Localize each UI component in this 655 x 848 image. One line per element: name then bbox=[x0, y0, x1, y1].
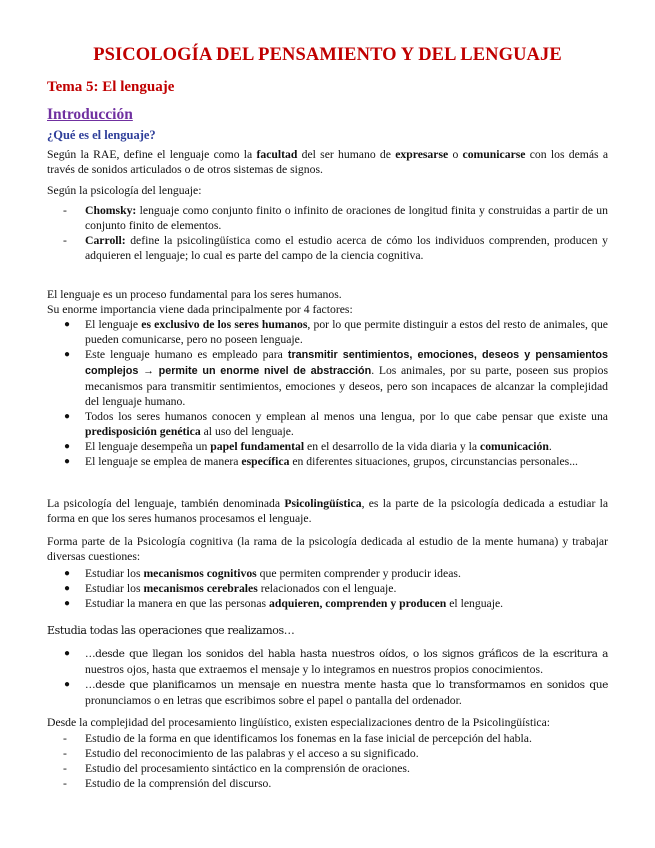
text-run: Estudiar la manera en que las personas bbox=[85, 597, 270, 610]
psychology-intro: Según la psicología del lenguaje: bbox=[47, 184, 202, 197]
text-run: nuestros ojos, hasta que extraemos el mensaje y lo integramos en nuestros propios conocimientos. bbox=[85, 663, 543, 676]
list-item bbox=[47, 203, 608, 233]
cuestiones-list bbox=[47, 566, 608, 611]
text-run: …desde que planificamos un mensaje en nuestra mente hasta que lo transformamos en sonidos que bbox=[85, 679, 608, 691]
bold-term: comunicarse bbox=[462, 148, 526, 161]
subsection-heading: ¿Qué es el lenguaje? bbox=[47, 128, 156, 142]
rae-definition-paragraph bbox=[47, 147, 608, 177]
text-run: con los demás a través de sonidos articulados o de otros sistemas de signos. bbox=[47, 148, 609, 176]
dash-marker: - bbox=[63, 732, 67, 745]
bold-term: específica bbox=[241, 455, 290, 468]
definition-text: define la psicolingüística como el estudio acerca de cómo los individuos comprenden, producen y adquieren el lenguaje; lo cual es parte del campo de la ciencia cognitiva. bbox=[85, 234, 608, 262]
factors-list bbox=[47, 317, 608, 469]
section-heading: Introducción bbox=[47, 106, 133, 123]
list-item bbox=[47, 596, 608, 611]
especializaciones-list bbox=[47, 731, 608, 791]
text-run: relacionados con el lenguaje. bbox=[257, 582, 397, 595]
text-run: El lenguaje desempeña un bbox=[85, 440, 211, 453]
bullet-icon: ● bbox=[64, 679, 71, 690]
dash-marker: - bbox=[63, 777, 67, 790]
document-title: PSICOLOGÍA DEL PENSAMIENTO Y DEL LENGUAJE bbox=[93, 45, 562, 65]
list-item bbox=[47, 746, 608, 761]
list-item bbox=[47, 731, 608, 746]
text-run: , por lo que permite distinguir a estos del resto de animales, que pueden comunicarse, pero no poseen lenguaje. bbox=[85, 318, 608, 346]
process-paragraph bbox=[47, 287, 608, 317]
text-run: La psicología del lenguaje, también denominada bbox=[47, 497, 285, 510]
dash-marker: - bbox=[63, 762, 67, 775]
list-item bbox=[47, 439, 608, 454]
bold-term: papel fundamental bbox=[210, 440, 305, 453]
text-run: . bbox=[548, 440, 552, 453]
list-item bbox=[47, 581, 608, 596]
text-run: . Los animales, por su parte, poseen sus propios mecanismos para transmitir sentimientos, emociones y deseos, pero son incapaces de alcanzar la complejidad del lenguaje humano. bbox=[85, 364, 609, 408]
list-item bbox=[47, 233, 608, 263]
list-item bbox=[47, 646, 608, 677]
bullet-icon: ● bbox=[64, 411, 71, 422]
operaciones-intro: Estudia todas las operaciones que realizamos… bbox=[47, 624, 295, 637]
text-run: del ser humano de bbox=[297, 148, 396, 161]
topic-heading: Tema 5: El lenguaje bbox=[47, 79, 175, 95]
operaciones-list bbox=[47, 646, 608, 708]
text-run: Todos los seres humanos conocen y emplean al menos una lengua, por lo que cabe pensar que existe una bbox=[85, 410, 608, 423]
list-item bbox=[47, 317, 608, 347]
text-run: El lenguaje se emplea de manera bbox=[85, 455, 242, 468]
bullet-icon: ● bbox=[64, 441, 71, 452]
process-line: El lenguaje es un proceso fundamental para los seres humanos. bbox=[47, 288, 342, 301]
highlighted-term: transmitir sentimientos, emociones, deseos y pensamientos complejos → permite un enorme nivel de abstracción bbox=[85, 349, 608, 377]
author-name: Chomsky: bbox=[85, 204, 137, 217]
list-item bbox=[47, 454, 608, 469]
complejidad-paragraph: Desde la complejidad del procesamiento lingüístico, existen especializaciones dentro de la Psicolingüística: bbox=[47, 716, 551, 729]
bullet-icon: ● bbox=[64, 319, 71, 330]
process-line: Su enorme importancia viene dada principalmente por 4 factores: bbox=[47, 303, 353, 316]
text-run: el lenguaje. bbox=[446, 597, 504, 610]
text-run: …desde que llegan los sonidos del habla hasta nuestros oídos, o los signos gráficos de la escritura a bbox=[85, 648, 608, 660]
list-item bbox=[47, 776, 608, 791]
bold-term: facultad bbox=[256, 148, 298, 161]
bold-term: Psicolingüística bbox=[284, 497, 362, 510]
author-name: Carroll: bbox=[85, 234, 126, 247]
list-item bbox=[47, 347, 608, 409]
bullet-icon: ● bbox=[64, 598, 71, 609]
text-run: en diferentes situaciones, grupos, circunstancias personales... bbox=[289, 455, 578, 468]
list-item bbox=[47, 761, 608, 776]
text-run: Según la RAE, define el lenguaje como la bbox=[47, 148, 257, 161]
text-run: Estudiar los bbox=[85, 567, 144, 580]
bullet-icon: ● bbox=[64, 648, 71, 659]
text-run: pronunciamos o en letras que escribimos sobre el papel o pantalla del ordenador. bbox=[85, 694, 462, 707]
bold-term: predisposición genética bbox=[85, 425, 201, 438]
bold-term: es exclusivo de los seres humanos bbox=[141, 318, 308, 331]
bullet-icon: ● bbox=[64, 349, 71, 360]
text-run: que permiten comprender y producir ideas. bbox=[256, 567, 461, 580]
cognitiva-paragraph: Forma parte de la Psicología cognitiva (la rama de la psicología dedicada al estudio de la mente humana) y trabajar diversas cuestiones: bbox=[47, 535, 608, 563]
text-run: Estudio del reconocimiento de las palabras y el acceso a su significado. bbox=[85, 747, 419, 760]
text-run: al uso del lenguaje. bbox=[200, 425, 294, 438]
dash-marker: - bbox=[63, 747, 67, 760]
dash-marker: - bbox=[63, 234, 67, 247]
list-item bbox=[47, 566, 608, 581]
definition-text: lenguaje como conjunto finito o infinito de oraciones de longitud finita y construidas a partir de un conjunto finito de elementos. bbox=[85, 204, 608, 232]
text-run: Estudio del procesamiento sintáctico en la comprensión de oraciones. bbox=[85, 762, 410, 775]
bullet-icon: ● bbox=[64, 583, 71, 594]
bullet-icon: ● bbox=[64, 568, 71, 579]
text-run: o bbox=[448, 148, 463, 161]
definitions-list bbox=[47, 203, 608, 263]
list-item bbox=[47, 409, 608, 439]
text-run: , es la parte de la psicología dedicada a estudiar la forma en que los seres humanos procesamos el lenguaje. bbox=[47, 497, 609, 525]
list-item bbox=[47, 677, 608, 708]
text-run: en el desarrollo de la vida diaria y la bbox=[304, 440, 481, 453]
bold-term: expresarse bbox=[395, 148, 449, 161]
bold-term: mecanismos cerebrales bbox=[143, 582, 258, 595]
text-run: El lenguaje bbox=[85, 318, 142, 331]
text-run: Estudio de la comprensión del discurso. bbox=[85, 777, 272, 790]
psicolinguistica-paragraph bbox=[47, 496, 608, 526]
bold-term: comunicación bbox=[480, 440, 549, 453]
bold-term: adquieren, comprenden y producen bbox=[269, 597, 447, 610]
text-run: Estudiar los bbox=[85, 582, 144, 595]
bold-term: mecanismos cognitivos bbox=[143, 567, 257, 580]
text-run: Estudio de la forma en que identificamos los fonemas en la fase inicial de percepción del habla. bbox=[85, 732, 532, 745]
dash-marker: - bbox=[63, 204, 67, 217]
bullet-icon: ● bbox=[64, 456, 71, 467]
text-run: Este lenguaje humano es empleado para bbox=[85, 348, 288, 361]
